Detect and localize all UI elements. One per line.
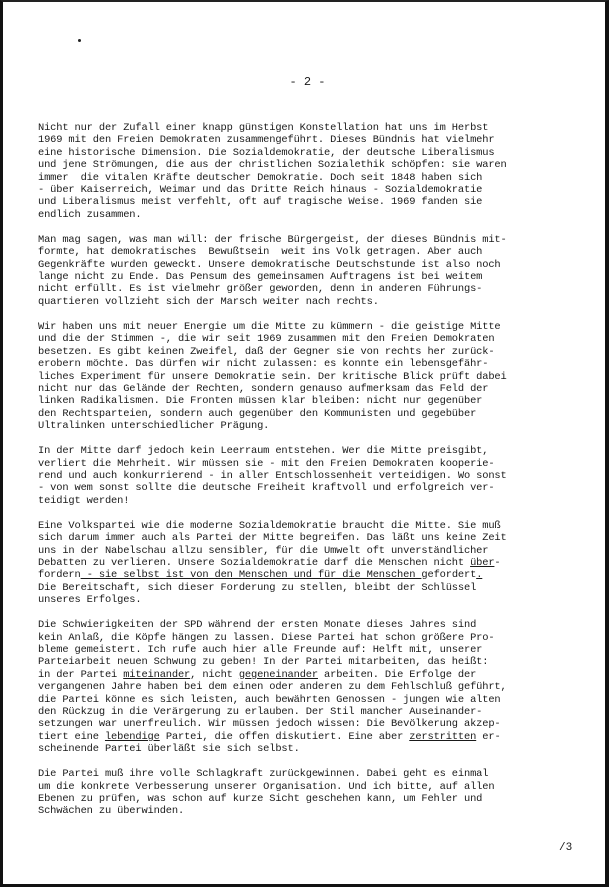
text-segment: in der Partei <box>38 668 124 681</box>
text-line <box>38 321 586 333</box>
text-line <box>38 358 586 370</box>
text-segment: setzungen war unerfreulich. Wir müssen jedoch wissen: Die Bevölkerung akzep- <box>38 718 501 731</box>
text-segment: bleme gemeistert. Ich rufe auch hier alle Freunde auf: Helft mit, unserer <box>38 644 483 656</box>
text-segment: fordern <box>38 569 81 582</box>
underlined-word: zerstritten <box>409 730 477 743</box>
text-line <box>38 557 586 569</box>
text-segment: nicht erfüllt. Es ist vielmehr größer geworden, denn in anderen Führungs- <box>38 283 483 296</box>
text-line <box>38 793 586 805</box>
text-segment: In der Mitte darf jedoch kein Leerraum entstehen. Wer die Mitte preisgibt, <box>38 445 489 458</box>
text-line <box>38 644 586 656</box>
text-line <box>38 283 586 295</box>
text-line <box>38 395 586 407</box>
text-segment: - von wem sonst sollte die deutsche Freiheit kraftvoll und erfolgreich ver- <box>38 482 495 495</box>
text-line <box>38 296 586 308</box>
text-line <box>38 420 586 432</box>
text-line <box>38 656 586 668</box>
underlined-word: - sie selbst ist von den Menschen und für die Menschen <box>80 569 422 582</box>
text-segment: und die der Stimmen -, die wir seit 1969 zusammen mit den Freien Demokraten <box>38 333 495 346</box>
text-line <box>38 333 586 345</box>
text-line <box>38 545 586 557</box>
text-segment: linken Radikalismen. Die Fronten müssen klar bleiben: nicht nur gegenüber <box>38 395 483 408</box>
text-segment: den Rückzug in die Verärgerung zu erlauben. Der Stil mancher Auseinander- <box>38 706 483 719</box>
text-line <box>38 482 586 494</box>
text-line <box>38 669 586 681</box>
text-line <box>38 706 586 718</box>
text-line <box>38 569 586 581</box>
text-line <box>38 445 586 457</box>
text-segment: rend und auch konkurrierend - in aller Entschlossenheit verteidigen. Wo sonst <box>38 469 507 482</box>
text-segment: Schwächen zu überwinden. <box>38 805 185 818</box>
text-line <box>38 619 586 631</box>
text-segment: und jene Strömungen, die aus der christlichen Sozialethik schöpfen: sie waren <box>38 159 507 172</box>
text-line <box>38 470 586 482</box>
underlined-word: miteinander <box>123 668 191 681</box>
text-line <box>38 383 586 395</box>
paragraph <box>38 122 586 221</box>
text-line <box>38 271 586 283</box>
text-segment: teidigt werden! <box>38 494 130 507</box>
underlined-word: gegeneinander <box>238 668 318 681</box>
text-segment: unseres Erfolges. <box>38 594 142 607</box>
text-segment: endlich zusammen. <box>38 208 142 221</box>
text-segment: um die konkrete Verbesserung unserer Organisation. Und ich bitte, auf allen <box>38 780 495 793</box>
underlined-word: . <box>476 569 483 582</box>
text-line <box>38 781 586 793</box>
text-segment: und Liberalismus meist verfehlt, oft auf tragische Weise. 1969 fanden sie <box>38 196 483 209</box>
text-line <box>38 196 586 208</box>
text-line <box>38 184 586 196</box>
text-segment: Ebenen zu prüfen, was schon auf kurze Sicht geschehen kann, um Fehler und <box>38 793 483 806</box>
text-segment: die Partei könne es sich leisten, auch bewährten Genossen - jungen wie alten <box>38 693 501 706</box>
text-segment: Man mag sagen, was man will: der frische Bürgergeist, der dieses Bündnis mit- <box>38 233 507 246</box>
text-line <box>38 147 586 159</box>
text-line <box>38 458 586 470</box>
text-segment: arbeiten. Die Erfolge der <box>317 668 477 681</box>
text-segment: Debatten zu verlieren. Unsere Sozialdemokratie darf die Menschen nicht <box>38 556 471 569</box>
text-segment: besetzen. Es gibt keinen Zweifel, daß der Gegner sie von rechts her zurück- <box>38 345 495 358</box>
text-segment: formte, hat demokratisches Bewußtsein weit ins Volk getragen. Aber auch <box>38 246 483 259</box>
page-number: - 2 - <box>289 75 326 89</box>
text-segment: erobern möchte. Das dürfen wir nicht zulassen: es konnte ein lebensgefähr- <box>38 358 489 371</box>
text-segment: - über Kaiserreich, Weimar und das Dritte Reich hinaus - Sozialdemokratie <box>38 184 483 197</box>
text-line <box>38 371 586 383</box>
text-line <box>38 594 586 606</box>
text-segment: eine historische Dimension. Die Sozialdemokratie, der deutsche Liberalismus <box>38 146 495 159</box>
text-segment: verliert die Mehrheit. Wir müssen sie - mit den Freien Demokraten kooperie- <box>38 457 495 470</box>
text-line <box>38 159 586 171</box>
text-segment: nicht nur das Gelände der Rechten, sondern genauso aufmerksam das Feld der <box>38 382 489 395</box>
text-segment: Eine Volkspartei wie die moderne Sozialdemokratie braucht die Mitte. Sie muß <box>38 519 501 532</box>
text-segment: Die Partei muß ihre volle Schlagkraft zurückgewinnen. Dabei geht es einmal <box>38 768 489 781</box>
text-segment: Die Bereitschaft, sich dieser Forderung zu stellen, bleibt der Schlüssel <box>38 581 477 594</box>
text-segment: den Rechtsparteien, sondern auch gegenüber den Kommunisten und gegebüber <box>38 407 477 420</box>
text-segment: , nicht <box>190 668 239 681</box>
text-segment: liches Experiment für unsere Demokratie sein. Der kritische Blick prüft dabei <box>38 370 507 383</box>
text-line <box>38 408 586 420</box>
text-line <box>38 743 586 755</box>
text-line <box>38 209 586 221</box>
text-line <box>38 681 586 693</box>
text-segment: Die Schwierigkeiten der SPD während der ersten Monate dieses Jahres sind <box>38 619 477 632</box>
text-line <box>38 134 586 146</box>
text-segment: Ultralinken unterschiedlicher Prägung. <box>38 420 270 433</box>
text-line <box>38 259 586 271</box>
text-segment: Partei, die offen diskutiert. Eine aber <box>159 730 410 743</box>
underlined-word: lebendige <box>104 730 160 743</box>
paragraph <box>38 520 586 607</box>
text-segment: lange nicht zu Ende. Das Pensum des gemeinsamen Auftragens ist bei weitem <box>38 271 483 284</box>
text-segment: er- <box>476 730 501 743</box>
paragraph <box>38 234 586 308</box>
text-line <box>38 532 586 544</box>
text-line <box>38 805 586 817</box>
text-line <box>38 234 586 246</box>
text-segment: Parteiarbeit neuen Schwung zu geben! In der Partei mitarbeiten, das heißt: <box>38 656 489 669</box>
text-line <box>38 731 586 743</box>
text-segment: quartieren vollzieht sich der Marsch weiter nach rechts. <box>38 295 379 308</box>
text-segment: - <box>494 556 501 569</box>
text-line <box>38 632 586 644</box>
text-line <box>38 520 586 532</box>
paragraph <box>38 321 586 433</box>
paragraph <box>38 445 586 507</box>
text-segment: immer die vitalen Kräfte deutscher Demokratie. Doch seit 1848 haben sich <box>38 171 483 184</box>
text-line <box>38 694 586 706</box>
text-line <box>38 122 586 134</box>
text-segment: Wir haben uns mit neuer Energie um die Mitte zu kümmern - die geistige Mitte <box>38 320 501 333</box>
text-line <box>38 582 586 594</box>
continuation-mark: /3 <box>559 842 573 854</box>
text-segment: 1969 mit den Freien Demokraten zusammengeführt. Dieses Bündnis hat vielmehr <box>38 134 495 147</box>
text-segment: Gegenkräfte wurden geweckt. Unsere demokratische Deutschstunde ist also noch <box>38 258 501 271</box>
text-line <box>38 346 586 358</box>
paragraph <box>38 619 586 755</box>
scan-speck <box>78 39 81 42</box>
text-segment: tiert eine <box>38 730 105 743</box>
text-segment: gefordert <box>421 569 477 582</box>
text-line <box>38 768 586 780</box>
text-segment: vergangenen Jahre haben bei dem einen oder anderen zu dem Fehlschluß geführt, <box>38 681 507 694</box>
text-segment: uns in der Nabelschau allzu sensibler, für die Umwelt oft unverständlicher <box>38 544 489 557</box>
paragraph <box>38 768 586 818</box>
text-segment: scheinende Partei überläßt sie sich selbst. <box>38 743 300 756</box>
body-text <box>38 122 586 830</box>
text-line <box>38 246 586 258</box>
text-line <box>38 495 586 507</box>
text-line <box>38 172 586 184</box>
text-segment: sich darum immer auch als Partei der Mitte begreifen. Das läßt uns keine Zeit <box>38 532 507 545</box>
text-segment: Nicht nur der Zufall einer knapp günstigen Konstellation hat uns im Herbst <box>38 122 489 134</box>
text-line <box>38 718 586 730</box>
underlined-word: über <box>470 556 495 569</box>
text-segment: kein Anlaß, die Köpfe hängen zu lassen. Diese Partei hat schon größere Pro- <box>38 631 495 644</box>
